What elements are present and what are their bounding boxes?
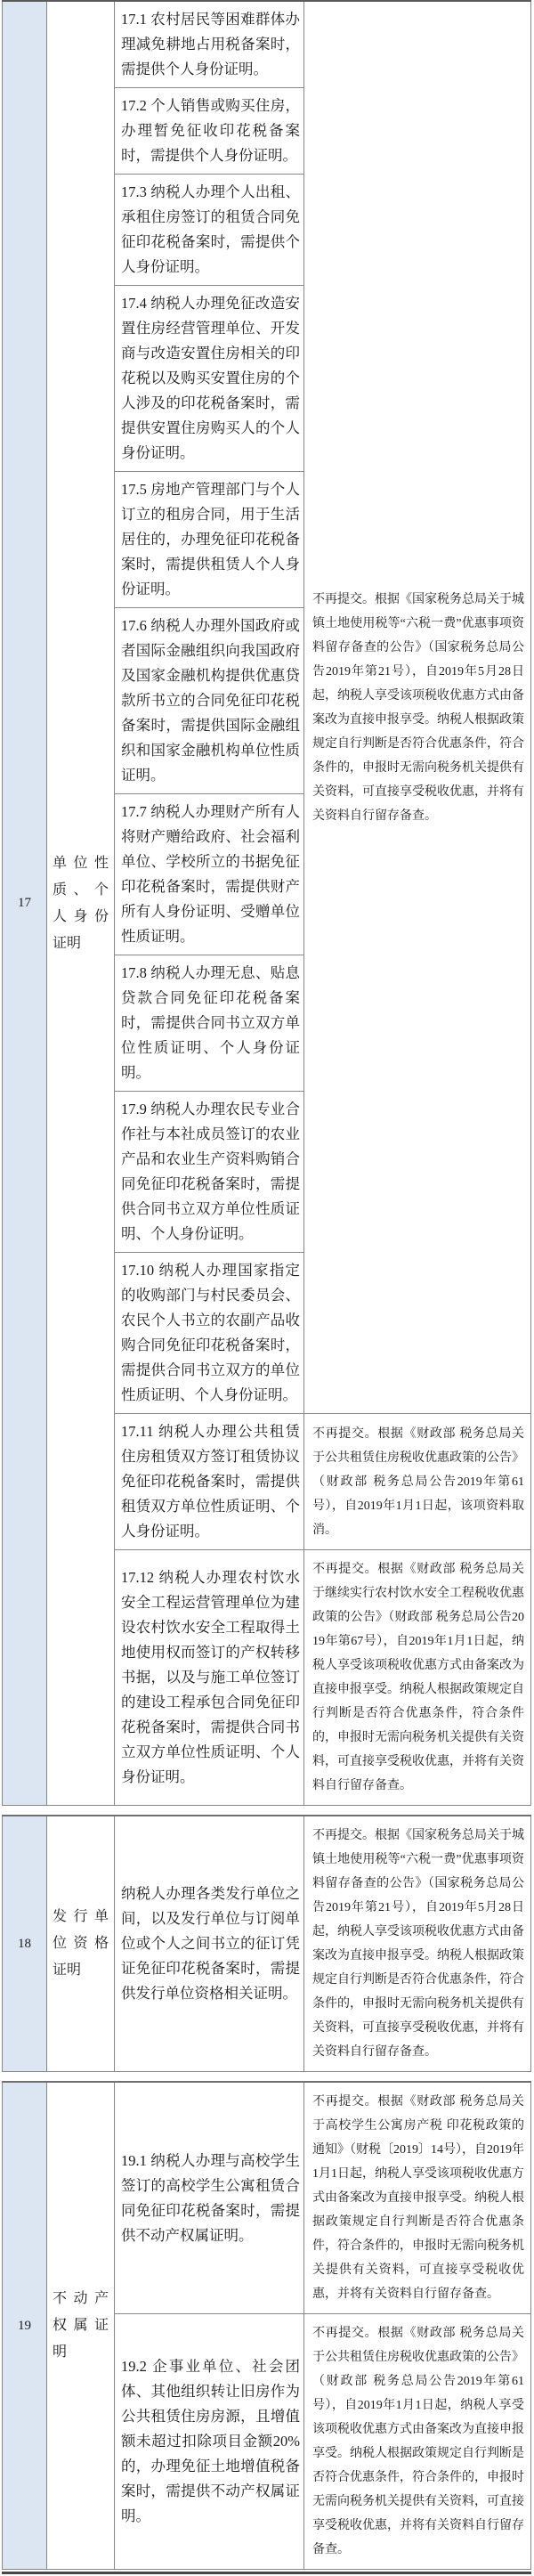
category-cell: 发行单位资格证明 xyxy=(47,1816,115,2072)
table-group-17 xyxy=(2,0,531,1806)
table-row xyxy=(3,2082,531,2314)
remark-cell: 不再提交。根据《财政部 税务总局关于公共租赁住房税收优惠政策的公告》（财政部 税务总局公告2019年第61号），自2019年1月1日起，纳税人享受该项税收优惠方式由备案改为直接申报享受。纳税人根据政策规定自行判断是否符合优惠条件，符合条件的，申报时无需向税务机关提供有关资料，可直接享受税收优惠，并将有关资料自行留存备查。 xyxy=(304,2314,531,2570)
page-bottom-divider xyxy=(2,2572,531,2574)
row-number: 17 xyxy=(3,1,47,1806)
category-cell: 单位性质、个人身份证明 xyxy=(47,1,115,1806)
item-cell: 17.2 个人销售或购买住房，办理暂免征收印花税备案时，需提供个人身份证明。 xyxy=(115,88,304,175)
table-group-18 xyxy=(2,1815,531,2072)
remark-cell: 不再提交。根据《国家税务总局关于城镇土地使用税等“六税一费”优惠事项资料留存备查的公告》（国家税务总局公告2019年第21号），自2019年5月28日起，纳税人享受该项税收优惠方式由备案改为直接申报享受。纳税人根据政策规定自行判断是否符合优惠条件，符合条件的，申报时无需向税务机关提供有关资料，可直接享受税收优惠，并将有关资料自行留存备查。 xyxy=(304,1816,531,2072)
remark-cell: 不再提交。根据《财政部 税务总局关于公共租赁住房税收优惠政策的公告》（财政部 税务总局公告2019年第61号），自2019年1月1日起，该项资料取消。 xyxy=(304,1414,531,1550)
table-row xyxy=(3,1,531,88)
item-cell: 17.12 纳税人办理农村饮水安全工程运营管理单位为建设农村饮水安全工程取得土地使用权而签订的产权转移书据，以及与施工单位签订的建设工程承包合同免征印花税备案时，需提供合同书立双方单位性质证明、个人身份证明。 xyxy=(115,1550,304,1806)
remark-cell: 不再提交。根据《财政部 税务总局关于高校学生公寓房产税 印花税政策的通知》（财税〔2019〕14号），自2019年1月1日起，纳税人享受该项税收优惠方式由备案改为直接申报享受。纳税人根据政策规定自行判断是否符合优惠条件，符合条件的，申报时无需向税务机关提供有关资料，可直接享受税收优惠，并将有关资料自行留存备查。 xyxy=(304,2082,531,2314)
remark-cell: 不再提交。根据《国家税务总局关于城镇土地使用税等“六税一费”优惠事项资料留存备查的公告》（国家税务总局公告2019年第21号），自2019年5月28日起，纳税人享受该项税收优惠方式由备案改为直接申报享受。纳税人根据政策规定自行判断是否符合优惠条件，符合条件的，申报时无需向税务机关提供有关资料，可直接享受税收优惠，并将有关资料自行留存备查。 xyxy=(304,1,531,1414)
item-cell: 17.6 纳税人办理外国政府或者国际金融组织向我国政府及国家金融机构提供优惠贷款所书立的合同免征印花税备案时，需提供国际金融组织和国家金融机构单位性质证明。 xyxy=(115,608,304,794)
item-cell: 17.11 纳税人办理公共租赁住房租赁双方签订租赁协议免征印花税备案时，需提供租赁双方单位性质证明、个人身份证明。 xyxy=(115,1414,304,1550)
table-row xyxy=(3,1816,531,2072)
item-cell: 17.8 纳税人办理无息、贴息贷款合同免征印花税备案时，需提供合同书立双方单位性质证明、个人身份证明。 xyxy=(115,955,304,1092)
item-cell: 17.10 纳税人办理国家指定的收购部门与村民委员会、农民个人书立的农副产品收购合同免征印花税备案时，需提供合同书立双方的单位性质证明、个人身份证明。 xyxy=(115,1253,304,1414)
item-cell: 17.7 纳税人办理财产所有人将财产赠给政府、社会福利单位、学校所立的书据免征印花税备案时，需提供财产所有人身份证明、受赠单位性质证明。 xyxy=(115,794,304,955)
item-cell: 19.1 纳税人办理与高校学生签订的高校学生公寓租赁合同免征印花税备案时，需提供不动产权属证明。 xyxy=(115,2082,304,2314)
row-number: 18 xyxy=(3,1816,47,2072)
item-cell: 19.2 企事业单位、社会团体、其他组织转让旧房作为公共租赁住房房源，且增值额未超过扣除项目金额20%的，办理免征土地增值税备案时，需提供不动产权属证明。 xyxy=(115,2314,304,2570)
item-cell: 17.9 纳税人办理农民专业合作社与本社成员签订的农业产品和农业生产资料购销合同免征印花税备案时，需提供合同书立双方单位性质证明、个人身份证明。 xyxy=(115,1092,304,1253)
item-cell: 17.1 农村居民等困难群体办理减免耕地占用税备案时，需提供个人身份证明。 xyxy=(115,1,304,88)
item-cell: 纳税人办理各类发行单位之间，以及发行单位与订阅单位或个人之间书立的征订凭证免征印花税备案时，需提供发行单位资格相关证明。 xyxy=(115,1816,304,2072)
item-cell: 17.5 房地产管理部门与个人订立的租房合同，用于生活居住的，办理免征印花税备案时，需提供租赁人个人身份证明。 xyxy=(115,472,304,608)
category-cell: 不动产权属证明 xyxy=(47,2082,115,2570)
item-cell: 17.3 纳税人办理个人出租、承租住房签订的租赁合同免征印花税备案时，需提供个人身份证明。 xyxy=(115,175,304,286)
table-group-19 xyxy=(2,2081,531,2570)
remark-cell: 不再提交。根据《财政部 税务总局关于继续实行农村饮水安全工程税收优惠政策的公告》（财政部 税务总局公告2019年第67号），自2019年1月1日起，纳税人享受该项税收优惠方式由备案改为直接申报享受。纳税人根据政策规定自行判断是否符合优惠条件，符合条件的，申报时无需向税务机关提供有关资料，可直接享受税收优惠，并将有关资料自行留存备查。 xyxy=(304,1550,531,1806)
item-cell: 17.4 纳税人办理免征改造安置住房经营管理单位、开发商与改造安置住房相关的印花税以及购买安置住房的个人涉及的印花税备案时，需提供安置住房购买人的个人身份证明。 xyxy=(115,286,304,472)
row-number: 19 xyxy=(3,2082,47,2570)
